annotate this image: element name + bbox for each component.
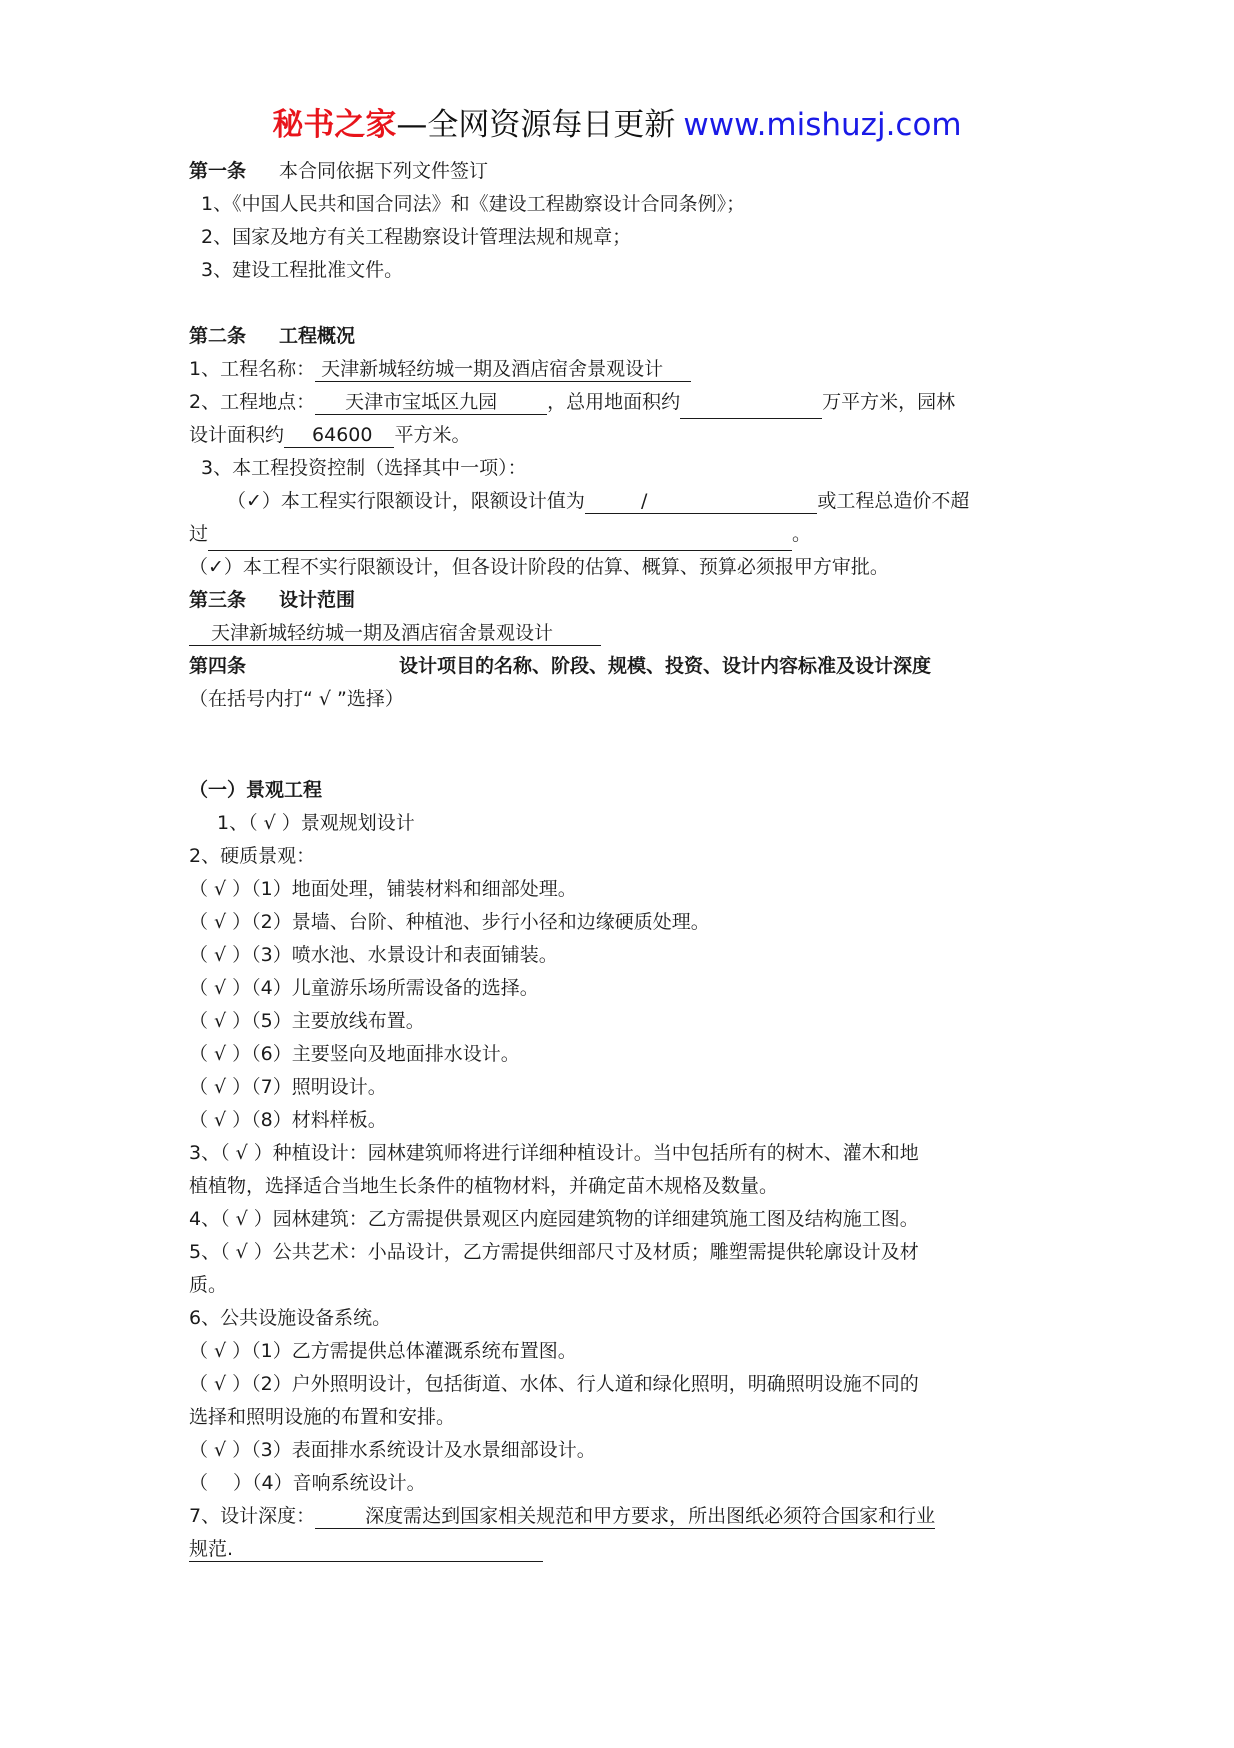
project-name-value: 天津新城轻纺城一期及酒店宿舍景观设计 (321, 358, 664, 380)
design-depth-cont: 规范. (189, 1538, 234, 1560)
article-title: 设计范围 (279, 589, 356, 611)
facility-item: （ √ ）（2）户外照明设计，包括街道、水体、行人道和绿化照明，明确照明设施不同的 (189, 1373, 919, 1395)
list-item: 3、建设工程批准文件。 (201, 259, 404, 281)
land-area-field[interactable] (680, 394, 822, 419)
design-depth-cont-field[interactable] (189, 1537, 543, 1562)
hardscape-item: （ √ ）（7）照明设计。 (189, 1076, 387, 1098)
project-name-label: 1、工程名称： (189, 358, 316, 380)
article-title: 本合同依据下列文件签订 (279, 160, 489, 182)
design-depth-line (189, 1500, 1059, 1533)
total-cost-label: 过 (189, 523, 209, 545)
facility-item: （ √ ）（3）表面排水系统设计及水景细部设计。 (189, 1439, 596, 1461)
design-area-label: 设计面积约 (189, 424, 285, 446)
design-scope-line (189, 617, 1059, 650)
total-cost-line (189, 518, 1059, 551)
article-title: 设计项目的名称、阶段、规模、投资、设计内容标准及设计深度 (399, 655, 932, 677)
design-area-line (189, 419, 1059, 452)
article-4-heading (189, 650, 1059, 683)
article-2-heading (189, 320, 1059, 353)
option-limit-text: 本工程实行限额设计，限额设计值为 (280, 490, 585, 512)
investment-control-title: 3、本工程投资控制（选择其中一项）： (201, 457, 527, 479)
garden-architecture-line: 4、（ √ ）园林建筑：乙方需提供景观区内庭园建筑物的详细建筑施工图及结构施工图。 (189, 1208, 919, 1230)
project-site-line (189, 386, 1059, 419)
hardscape-item: （ √ ）（5）主要放线布置。 (189, 1010, 425, 1032)
option-limit-line (189, 485, 1059, 518)
option-nolimit-check[interactable]: （✓） (189, 556, 243, 578)
option-nolimit-text: 本工程不实行限额设计，但各设计阶段的估算、概算、预算必须报甲方审批。 (242, 556, 889, 578)
project-site-value: 天津市宝坻区九园 (345, 391, 498, 413)
section-title: （一）景观工程 (189, 779, 323, 801)
contract-body (189, 155, 1059, 1566)
list-item: 1、《中国人民共和国合同法》和《建设工程勘察设计合同条例》； (201, 193, 746, 215)
article-title: 工程概况 (279, 325, 356, 347)
article-number: 第二条 (189, 325, 247, 347)
site-banner (0, 103, 1234, 147)
design-area-value: 64600 (312, 424, 373, 446)
list-item: 2、国家及地方有关工程勘察设计管理法规和规章； (201, 226, 632, 248)
option-limit-check[interactable]: （✓） (227, 490, 281, 512)
facility-item: （ ）（4）音响系统设计。 (189, 1472, 426, 1494)
design-area-unit: 平方米。 (394, 424, 471, 446)
article-number: 第一条 (189, 160, 247, 182)
article-1-heading (189, 155, 1059, 188)
planting-design-line-1: 3、（ √ ）种植设计：园林建筑师将进行详细种植设计。当中包括所有的树木、灌木和地 (189, 1142, 919, 1164)
limit-value-field[interactable] (585, 489, 817, 514)
land-area-label: ，总用地面积约 (547, 391, 681, 413)
banner-url[interactable]: www.mishuzj.com (683, 107, 962, 143)
project-name-field[interactable] (315, 357, 691, 382)
planting-design-line-2: 植植物，选择适合当地生长条件的植物材料，并确定苗木规格及数量。 (189, 1175, 779, 1197)
design-scope-field[interactable] (189, 621, 601, 646)
facility-title: 6、公共设施设备系统。 (189, 1307, 392, 1329)
hardscape-item: （ √ ）（1）地面处理，铺装材料和细部处理。 (189, 878, 577, 900)
public-art-line-1: 5、（ √ ）公共艺术：小品设计，乙方需提供细部尺寸及材质；雕塑需提供轮廓设计及材 (189, 1241, 919, 1263)
hardscape-title: 2、硬质景观： (189, 845, 316, 867)
facility-item-cont: 选择和照明设施的布置和安排。 (189, 1406, 456, 1428)
article-number: 第三条 (189, 589, 247, 611)
landscape-planning-item: 1、（ √ ）景观规划设计 (217, 812, 415, 834)
design-depth-field[interactable] (315, 1504, 935, 1529)
public-art-line-2: 质。 (189, 1274, 228, 1296)
hardscape-item: （ √ ）（4）儿童游乐场所需设备的选择。 (189, 977, 539, 999)
hardscape-item: （ √ ）（3）喷水池、水景设计和表面铺装。 (189, 944, 558, 966)
article-4-note: （在括号内打“ √ ”选择） (189, 688, 404, 710)
option-nolimit-line (189, 551, 1059, 584)
article-3-heading (189, 584, 1059, 617)
hardscape-item: （ √ ）（6）主要竖向及地面排水设计。 (189, 1043, 520, 1065)
article-number: 第四条 (189, 655, 247, 677)
limit-value: / (640, 490, 648, 512)
total-cost-field[interactable] (208, 526, 792, 551)
total-cost-end: 。 (792, 523, 812, 545)
project-site-field[interactable] (315, 390, 547, 415)
design-area-field[interactable] (284, 423, 394, 448)
project-name-line (189, 353, 1059, 386)
option-limit-tail: 或工程总造价不超 (817, 490, 970, 512)
banner-brand: 秘书之家 (272, 107, 397, 143)
design-depth-cont-line (189, 1533, 1059, 1566)
banner-slogan: —全网资源每日更新 (396, 107, 676, 143)
land-area-unit: 万平方米，园林 (822, 391, 956, 413)
project-site-label: 2、工程地点： (189, 391, 316, 413)
hardscape-item: （ √ ）（2）景墙、台阶、种植池、步行小径和边缘硬质处理。 (189, 911, 710, 933)
design-scope-value: 天津新城轻纺城一期及酒店宿舍景观设计 (211, 622, 554, 644)
design-depth-value: 深度需达到国家相关规范和甲方要求，所出图纸必须符合国家和行业 (365, 1505, 936, 1527)
hardscape-item: （ √ ）（8）材料样板。 (189, 1109, 387, 1131)
facility-item: （ √ ）（1）乙方需提供总体灌溉系统布置图。 (189, 1340, 577, 1362)
design-depth-label: 7、设计深度： (189, 1505, 316, 1527)
